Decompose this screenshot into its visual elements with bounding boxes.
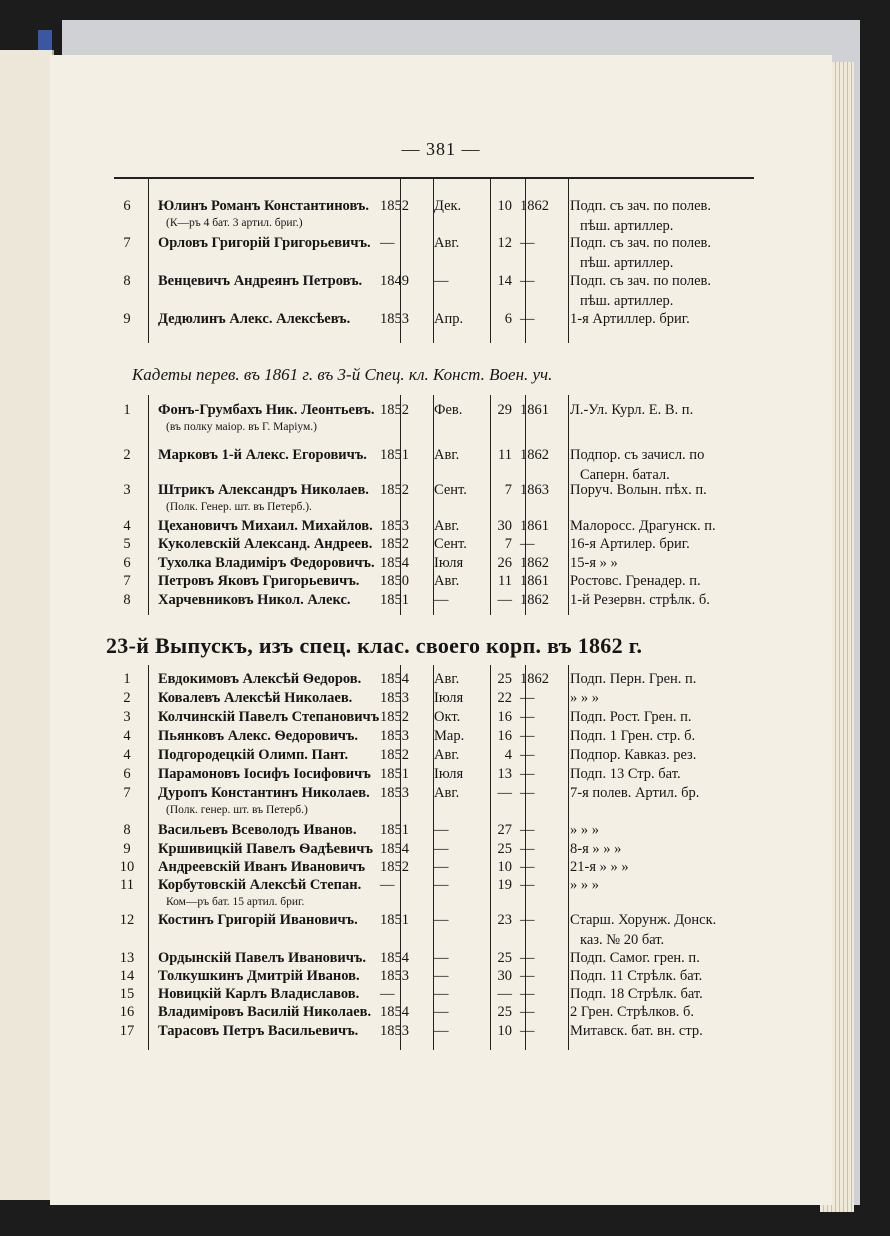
assignment: » » » (570, 690, 599, 706)
assignment: Подп. съ зач. по полев. (570, 235, 711, 251)
birth-year: 1852 (380, 482, 409, 498)
row-number: 2 (123, 447, 131, 463)
assignment: Подп. съ зач. по полев. (570, 273, 711, 289)
person-name: Дедюлинъ Алекс. Алексѣевъ. (158, 311, 351, 327)
assignment: Ростовс. Гренадер. п. (570, 573, 701, 589)
table-row (50, 273, 832, 309)
table-row (50, 912, 832, 948)
month: — (434, 1023, 449, 1039)
month: Фев. (434, 402, 463, 418)
month: Авг. (434, 747, 460, 763)
promotion-year: 1861 (520, 402, 549, 418)
promotion-year: — (520, 1023, 535, 1039)
table-row (50, 822, 832, 839)
table-row (50, 235, 832, 271)
assignment: Подпор. Кавказ. рез. (570, 747, 697, 763)
assignment: Подп. Перн. Грен. п. (570, 671, 697, 687)
assignment: Митавск. бат. вн. стр. (570, 1023, 703, 1039)
month: — (434, 273, 449, 289)
person-name: Колчинскій Павелъ Степановичъ (158, 709, 380, 725)
row-number: 7 (123, 573, 131, 589)
assignment: Подп. 18 Стрѣлк. бат. (570, 986, 703, 1002)
person-name: Юлинъ Романъ Константиновъ. (158, 198, 369, 214)
person-name: Подгородецкій Олимп. Пант. (158, 747, 349, 763)
day: — (497, 592, 512, 608)
day: 25 (497, 671, 512, 687)
person-note: (Полк. Генер. шт. въ Петерб.). (166, 501, 312, 513)
promotion-year: — (520, 859, 535, 875)
day: 30 (497, 968, 512, 984)
row-number: 15 (119, 986, 135, 1002)
month: Окт. (434, 709, 461, 725)
birth-year: 1853 (380, 785, 409, 801)
person-name: Куколевскій Александ. Андреев. (158, 536, 373, 552)
table-row (50, 573, 832, 590)
person-note: (К—ръ 4 бат. 3 артил. бриг.) (166, 217, 303, 229)
person-name: Цехановичъ Михаил. Михайлов. (158, 518, 373, 534)
month: Дек. (434, 198, 462, 214)
person-name: Дуропъ Константинъ Николаев. (158, 785, 370, 801)
promotion-year: — (520, 950, 535, 966)
promotion-year: — (520, 235, 535, 251)
book-cover-edge (38, 30, 52, 50)
person-name: Харчевниковъ Никол. Алекс. (158, 592, 351, 608)
promotion-year: — (520, 747, 535, 763)
promotion-year: — (520, 690, 535, 706)
row-number: 4 (123, 747, 131, 763)
promotion-year: — (520, 877, 535, 893)
assignment-continued: пѣш. артиллер. (580, 255, 674, 271)
month: — (434, 968, 449, 984)
assignment-continued: пѣш. артиллер. (580, 218, 674, 234)
row-number: 7 (123, 235, 131, 251)
person-name: Венцевичъ Андреянъ Петровъ. (158, 273, 363, 289)
person-name: Ордынскій Павелъ Ивановичъ. (158, 950, 367, 966)
month: — (434, 822, 449, 838)
row-number: 1 (123, 402, 131, 418)
assignment: Подп. 11 Стрѣлк. бат. (570, 968, 703, 984)
assignment: Подп. Рост. Грен. п. (570, 709, 692, 725)
day: 29 (497, 402, 512, 418)
birth-year: 1849 (380, 273, 409, 289)
birth-year: 1851 (380, 766, 409, 782)
day: 16 (497, 728, 512, 744)
month: Сент. (434, 482, 467, 498)
table-row (50, 311, 832, 328)
promotion-year: 1862 (520, 555, 549, 571)
person-name: Парамоновъ Іосифъ Іосифовичъ (158, 766, 371, 782)
day: 10 (497, 1023, 512, 1039)
month: Іюля (434, 690, 464, 706)
assignment: Подпор. съ зачисл. по (570, 447, 705, 463)
day: 10 (497, 859, 512, 875)
row-number: 5 (123, 536, 131, 552)
promotion-year: — (520, 968, 535, 984)
row-number: 4 (123, 728, 131, 744)
promotion-year: 1862 (520, 447, 549, 463)
promotion-year: 1861 (520, 573, 549, 589)
day: 11 (498, 447, 512, 463)
table-row (50, 690, 832, 707)
promotion-year: — (520, 728, 535, 744)
row-number: 17 (119, 1023, 135, 1039)
promotion-year: — (520, 273, 535, 289)
month: Авг. (434, 518, 460, 534)
person-name: Пьянковъ Алекс. Ѳедоровичъ. (158, 728, 358, 744)
birth-year: 1854 (380, 841, 409, 857)
person-name: Евдокимовъ Алексѣй Ѳедоров. (158, 671, 362, 687)
person-name: Кршивицкій Павелъ Ѳадѣевичъ (158, 841, 373, 857)
promotion-year: 1862 (520, 592, 549, 608)
month: — (434, 592, 449, 608)
person-name: Костинъ Григорій Ивановичъ. (158, 912, 358, 928)
promotion-year: — (520, 766, 535, 782)
row-number: 8 (123, 822, 131, 838)
promotion-year: — (520, 785, 535, 801)
assignment: Подп. съ зач. по полев. (570, 198, 711, 214)
table-row (50, 555, 832, 572)
month: Авг. (434, 447, 460, 463)
day: 7 (504, 482, 512, 498)
table-row (50, 536, 832, 553)
row-number: 11 (120, 877, 134, 893)
person-note: Ком—ръ бат. 15 артил. бриг. (166, 896, 305, 908)
row-number: 14 (119, 968, 135, 984)
table-row (50, 747, 832, 764)
month: — (434, 859, 449, 875)
person-note: (Полк. генер. шт. въ Петерб.) (166, 804, 308, 816)
month: Іюля (434, 555, 464, 571)
table-row (50, 518, 832, 535)
day: 12 (497, 235, 512, 251)
table-row (50, 198, 832, 234)
table-row (50, 766, 832, 783)
table-row (50, 592, 832, 609)
person-name: Владиміровъ Василій Николаев. (158, 1004, 372, 1020)
table-row (50, 877, 832, 908)
month: — (434, 1004, 449, 1020)
month: Іюля (434, 766, 464, 782)
table-row (50, 482, 832, 513)
row-number: 8 (123, 592, 131, 608)
row-number: 2 (123, 690, 131, 706)
day: 19 (497, 877, 512, 893)
person-name: Петровъ Яковъ Григорьевичъ. (158, 573, 360, 589)
table-row (50, 859, 832, 876)
person-name: Фонъ-Грумбахъ Ник. Леонтьевъ. (158, 402, 375, 418)
row-number: 9 (123, 841, 131, 857)
day: 25 (497, 841, 512, 857)
assignment: Подп. 1 Грен. стр. б. (570, 728, 696, 744)
day: 26 (497, 555, 512, 571)
assignment: Старш. Хорунж. Донск. (570, 912, 717, 928)
month: Апр. (434, 311, 464, 327)
birth-year: 1854 (380, 555, 409, 571)
day: — (497, 986, 512, 1002)
person-name: Ковалевъ Алексѣй Николаев. (158, 690, 353, 706)
person-note: (въ полку маіор. въ Г. Маріум.) (166, 421, 318, 433)
birth-year: — (380, 986, 395, 1002)
assignment: Малоросс. Драгунск. п. (570, 518, 716, 534)
row-number: 7 (123, 785, 131, 801)
section-heading-cadets: Кадеты перев. въ 1861 г. въ 3-й Спец. кл. Конст. Воен. уч. (132, 365, 553, 384)
assignment: » » » (570, 877, 599, 893)
person-name: Андреевскій Иванъ Ивановичъ (158, 859, 366, 875)
person-name: Орловъ Григорій Григорьевичъ. (158, 235, 371, 251)
birth-year: 1851 (380, 912, 409, 928)
birth-year: 1854 (380, 950, 409, 966)
table-row (50, 671, 832, 688)
month: Авг. (434, 573, 460, 589)
row-number: 3 (123, 709, 131, 725)
promotion-year: — (520, 311, 535, 327)
assignment: 16-я Артилер. бриг. (570, 536, 690, 552)
month: Авг. (434, 235, 460, 251)
day: 30 (497, 518, 512, 534)
row-number: 13 (119, 950, 135, 966)
assignment: 2 Грен. Стрѣлков. б. (570, 1004, 695, 1020)
table-row (50, 447, 832, 483)
birth-year: 1854 (380, 1004, 409, 1020)
birth-year: 1853 (380, 311, 409, 327)
birth-year: 1853 (380, 728, 409, 744)
day: 10 (497, 198, 512, 214)
row-number: 3 (123, 482, 131, 498)
section-heading-graduation: 23-й Выпускъ, изъ спец. клас. своего корп. въ 1862 г. (106, 633, 643, 658)
birth-year: 1853 (380, 518, 409, 534)
month: — (434, 986, 449, 1002)
birth-year: 1852 (380, 198, 409, 214)
table-row (50, 950, 832, 967)
promotion-year: 1862 (520, 198, 549, 214)
day: 25 (497, 1004, 512, 1020)
month: Авг. (434, 671, 460, 687)
birth-year: 1852 (380, 536, 409, 552)
day: 11 (498, 573, 512, 589)
assignment: Подп. Самог. грен. п. (570, 950, 700, 966)
promotion-year: — (520, 1004, 535, 1020)
promotion-year: 1863 (520, 482, 549, 498)
assignment-continued: Саперн. батал. (580, 467, 670, 483)
birth-year: 1852 (380, 859, 409, 875)
assignment-continued: каз. № 20 бат. (580, 932, 665, 948)
day: — (497, 785, 512, 801)
table-row (50, 728, 832, 745)
left-page-edge (0, 50, 54, 1200)
promotion-year: — (520, 822, 535, 838)
promotion-year: — (520, 709, 535, 725)
day: 22 (497, 690, 512, 706)
promotion-year: — (520, 536, 535, 552)
table-row (50, 841, 832, 858)
birth-year: — (380, 235, 395, 251)
row-number: 6 (123, 555, 131, 571)
assignment: Поруч. Волын. пѣх. п. (570, 482, 707, 498)
assignment: 21-я » » » (570, 859, 629, 875)
row-number: 1 (123, 671, 131, 687)
birth-year: 1853 (380, 968, 409, 984)
person-name: Штрикъ Александръ Николаев. (158, 482, 369, 498)
table-row (50, 402, 832, 433)
day: 4 (504, 747, 512, 763)
person-name: Толкушкинъ Дмитрій Иванов. (158, 968, 360, 984)
person-name: Тарасовъ Петръ Васильевичъ. (158, 1023, 359, 1039)
assignment-continued: пѣш. артиллер. (580, 293, 674, 309)
table-row (50, 785, 832, 816)
birth-year: — (380, 877, 395, 893)
assignment: Подп. 13 Стр. бат. (570, 766, 681, 782)
assignment: Л.-Ул. Курл. Е. В. п. (570, 402, 694, 418)
row-number: 8 (123, 273, 131, 289)
birth-year: 1850 (380, 573, 409, 589)
assignment: 8-я » » » (570, 841, 622, 857)
assignment: 1-й Резервн. стрѣлк. б. (570, 592, 710, 608)
person-name: Марковъ 1-й Алекс. Егоровичъ. (158, 447, 367, 463)
day: 16 (497, 709, 512, 725)
month: — (434, 912, 449, 928)
month: Авг. (434, 785, 460, 801)
day: 14 (497, 273, 512, 289)
assignment: 1-я Артиллер. бриг. (570, 311, 690, 327)
book-page (50, 55, 832, 1205)
row-number: 9 (123, 311, 131, 327)
person-name: Васильевъ Всеволодъ Иванов. (158, 822, 357, 838)
person-name: Корбутовскій Алексѣй Степан. (158, 877, 362, 893)
promotion-year: 1861 (520, 518, 549, 534)
row-number: 6 (123, 198, 131, 214)
birth-year: 1852 (380, 709, 409, 725)
person-name: Тухолка Владиміръ Федоровичъ. (158, 555, 375, 571)
promotion-year: 1862 (520, 671, 549, 687)
day: 25 (497, 950, 512, 966)
person-name: Новицкій Карлъ Владиславов. (158, 986, 360, 1002)
birth-year: 1853 (380, 690, 409, 706)
assignment: » » » (570, 822, 599, 838)
assignment: 15-я » » (570, 555, 618, 571)
table-row (50, 1004, 832, 1021)
birth-year: 1854 (380, 671, 409, 687)
promotion-year: — (520, 986, 535, 1002)
birth-year: 1851 (380, 447, 409, 463)
month: Сент. (434, 536, 467, 552)
month: Мар. (434, 728, 465, 744)
month: — (434, 841, 449, 857)
day: 6 (504, 311, 512, 327)
row-number: 16 (119, 1004, 135, 1020)
assignment: 7-я полев. Артил. бр. (570, 785, 700, 801)
row-number: 10 (119, 859, 135, 875)
table-row (50, 709, 832, 726)
birth-year: 1851 (380, 822, 409, 838)
birth-year: 1851 (380, 592, 409, 608)
promotion-year: — (520, 912, 535, 928)
birth-year: 1852 (380, 402, 409, 418)
page-number: — 381 — (401, 139, 481, 159)
row-number: 6 (123, 766, 131, 782)
birth-year: 1853 (380, 1023, 409, 1039)
month: — (434, 877, 449, 893)
row-number: 12 (119, 912, 135, 928)
table-row (50, 968, 832, 985)
birth-year: 1852 (380, 747, 409, 763)
promotion-year: — (520, 841, 535, 857)
table-row (50, 1023, 832, 1040)
day: 13 (497, 766, 512, 782)
day: 7 (504, 536, 512, 552)
row-number: 4 (123, 518, 131, 534)
day: 23 (497, 912, 512, 928)
month: — (434, 950, 449, 966)
day: 27 (497, 822, 512, 838)
table-row (50, 986, 832, 1003)
